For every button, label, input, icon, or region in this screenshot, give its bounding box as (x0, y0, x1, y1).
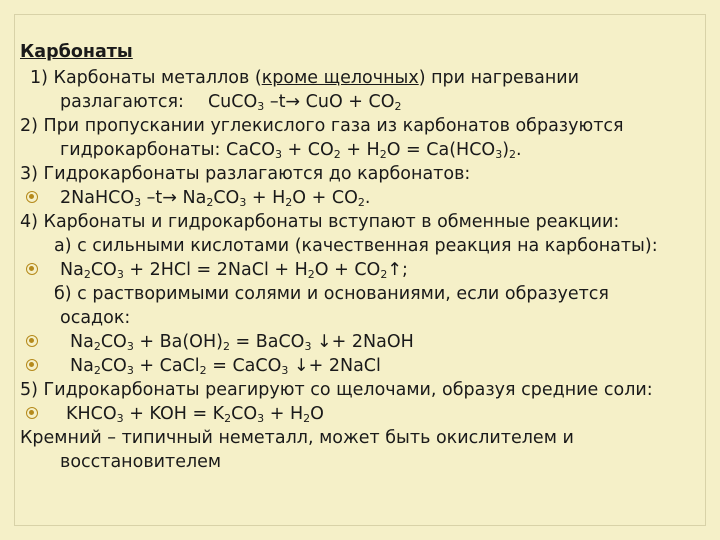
subscript: 2 (83, 268, 91, 281)
item3-line1: 3) Гидрокарбонаты разлагаются до карбонатов: (20, 164, 471, 184)
formula-text: + H (340, 140, 380, 160)
formula-text: + CaCl (133, 356, 200, 376)
formula-text: KHCO (66, 404, 117, 424)
slide-content (20, 40, 710, 474)
final-line2: восстановителем (60, 452, 222, 472)
subscript: 3 (116, 268, 124, 281)
subscript: 2 (394, 100, 402, 113)
equation (60, 188, 370, 208)
formula-text: O (310, 404, 324, 424)
formula-text: CaCO (226, 140, 275, 160)
equation (226, 140, 522, 160)
subscript: 3 (281, 364, 289, 377)
formula-text: Na (70, 332, 94, 352)
formula-text: CO (100, 332, 127, 352)
item3-equation-row (20, 186, 710, 210)
subscript: 2 (93, 340, 101, 353)
formula-text: CO (231, 404, 258, 424)
subscript: 3 (495, 148, 503, 161)
formula-text: O + CO (314, 260, 381, 280)
subscript: 2 (285, 196, 293, 209)
subscript: 2 (380, 268, 388, 281)
formula-text: 2NaHCO (60, 188, 135, 208)
subscript: 2 (93, 364, 101, 377)
formula-text: CO (100, 356, 127, 376)
formula-text: CuCO (207, 92, 258, 112)
formula-text: ↓+ 2NaOH (311, 332, 414, 352)
subscript: 2 (303, 412, 311, 425)
formula-text: CO (90, 260, 117, 280)
formula-text: Na (60, 260, 84, 280)
equation (66, 404, 324, 424)
bullet-icon (26, 263, 38, 275)
subscript: 2 (206, 196, 214, 209)
item4-equation1-row (20, 258, 710, 282)
formula-text: CO (213, 188, 240, 208)
subscript: 3 (126, 364, 134, 377)
equation (208, 92, 402, 112)
bullet-icon (26, 359, 38, 371)
item2-line1: 2) При пропускании углекислого газа из карбонатов образуются (20, 116, 624, 136)
formula-text: –t→ Na (141, 188, 207, 208)
formula-text: O = Ca(HCO (386, 140, 496, 160)
subscript: 3 (274, 148, 282, 161)
formula-text: O + CO (292, 188, 358, 208)
subscript: 2 (333, 148, 341, 161)
subscript: 3 (134, 196, 142, 209)
subscript: 2 (307, 268, 315, 281)
subscript: 2 (222, 340, 230, 353)
formula-text: + KOH = K (123, 404, 225, 424)
formula-text: + CO (281, 140, 334, 160)
final-line1: Кремний – типичный неметалл, может быть окислителем и (20, 428, 574, 448)
formula-text: –t→ CuO + CO (264, 92, 395, 112)
formula-text: = CaCO (206, 356, 282, 376)
subscript: 2 (379, 148, 387, 161)
subscript: 2 (509, 148, 517, 161)
item4-line4: осадок: (60, 308, 131, 328)
formula-text: + H (246, 188, 286, 208)
bullet-icon (26, 407, 38, 419)
item2-line2: гидрокарбонаты: CaCO$_3$ + $CO_2 + H_2O = Ca(HCO_3)_2$. (60, 140, 522, 161)
formula-text: + Ba(OH) (133, 332, 223, 352)
subscript: 2 (199, 364, 207, 377)
item4-equation3-row (20, 354, 710, 378)
subscript: 3 (257, 412, 265, 425)
bullet-icon (26, 335, 38, 347)
formula-text: . (364, 188, 371, 208)
subscript: 3 (126, 340, 134, 353)
underlined-text: кроме щелочных (261, 68, 419, 88)
formula-text: ↑; (387, 260, 408, 280)
equation (70, 356, 381, 376)
item5-equation-row (20, 402, 710, 426)
item4-line2: а) с сильными кислотами (качественная реакция на карбонаты): (54, 236, 658, 256)
item1-line1: 1) Карбонаты металлов (кроме щелочных) при нагревании (30, 68, 580, 88)
subscript: 2 (357, 196, 365, 209)
equation (70, 332, 414, 352)
formula-text: . (516, 140, 522, 160)
equation (60, 260, 408, 280)
subscript: 3 (239, 196, 247, 209)
item4-equation2-row (20, 330, 710, 354)
slide-title: Карбонаты (20, 42, 133, 62)
formula-text: Na (70, 356, 94, 376)
subscript: 2 (224, 412, 232, 425)
item4-line3: б) с растворимыми солями и основаниями, если образуется (54, 284, 609, 304)
item4-line1: 4) Карбонаты и гидрокарбонаты вступают в обменные реакции: (20, 212, 620, 232)
subscript: 3 (257, 100, 265, 113)
formula-text: ↓+ 2NaCl (288, 356, 381, 376)
bullet-icon (26, 191, 38, 203)
item5-line1: 5) Гидрокарбонаты реагируют со щелочами, образуя средние соли: (20, 380, 653, 400)
subscript: 3 (304, 340, 312, 353)
formula-text: + 2HCl = 2NaCl + H (123, 260, 308, 280)
formula-text: + H (264, 404, 304, 424)
formula-text: ) (502, 140, 510, 160)
item1-line2: разлагаются: CuCO$_3$ –t→ CuO + $CO_2$ (60, 92, 402, 113)
formula-text: = BaCO (229, 332, 305, 352)
subscript: 3 (116, 412, 124, 425)
